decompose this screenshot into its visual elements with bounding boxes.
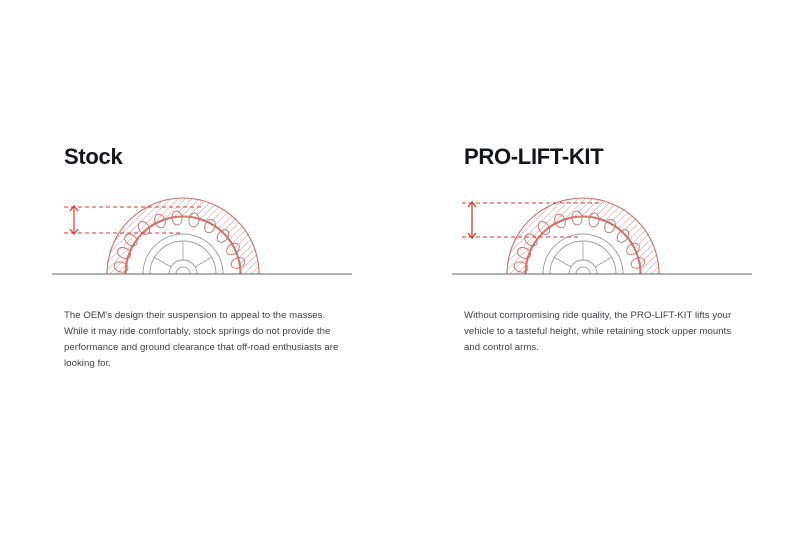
lift-kit-wheel-diagram bbox=[452, 190, 752, 300]
panel-pro-lift-kit bbox=[400, 0, 800, 534]
panel-caption-pro-lift-kit: Without compromising ride quality, the PRO-LIFT-KIT lifts your vehicle to a tasteful height, while retaining stock upper mounts and control arms. bbox=[464, 310, 732, 353]
tire-tread-band bbox=[507, 198, 659, 274]
tire-tread-band bbox=[107, 198, 259, 274]
panel-title-pro-lift-kit: PRO-LIFT-KIT bbox=[464, 144, 604, 169]
panel-title-stock: Stock bbox=[64, 144, 123, 169]
panel-caption-stock: The OEM's design their suspension to appeal to the masses. While it may ride comfortably, stock springs do not provide the performance and ground clearance that off-road enthusiasts are looking for. bbox=[64, 310, 339, 369]
stock-wheel-diagram bbox=[52, 190, 352, 300]
